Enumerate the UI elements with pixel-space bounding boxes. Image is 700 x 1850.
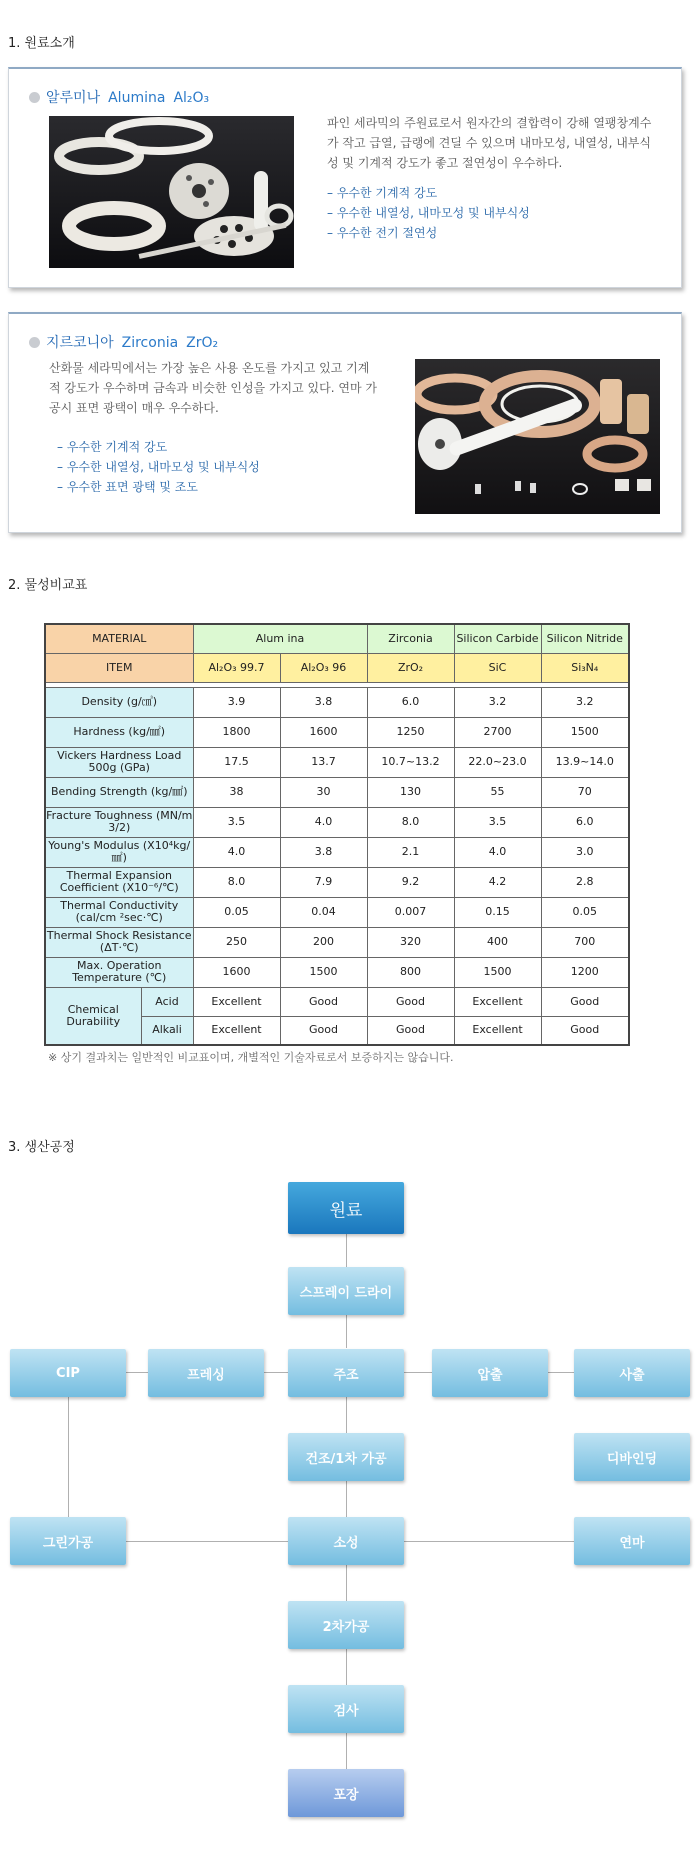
flow-step-extrusion: 압출: [432, 1349, 548, 1397]
flow-step-spray-dry: 스프레이 드라이: [288, 1267, 404, 1315]
grade-header: Si₃N₄: [541, 653, 629, 682]
flow-connector: [548, 1372, 574, 1373]
grade-header: ZrO₂: [367, 653, 454, 682]
alumina-name-ko: 알루미나: [46, 90, 101, 106]
flow-connector: [346, 1397, 347, 1433]
table-cell: 13.7: [280, 747, 367, 777]
table-cell: 3.5: [193, 807, 280, 837]
zirconia-products-image: [415, 359, 660, 514]
table-row: [45, 957, 629, 987]
table-cell: 800: [367, 957, 454, 987]
table-cell: Good: [541, 1016, 629, 1045]
table-cell: 10.7~13.2: [367, 747, 454, 777]
item-label: ITEM: [45, 653, 193, 682]
table-row: [45, 837, 629, 867]
table-cell: 1600: [280, 717, 367, 747]
table-cell: 7.9: [280, 867, 367, 897]
property-label: Hardness (kg/㎟): [45, 717, 193, 747]
zirconia-feature: – 우수한 표면 광택 및 조도: [57, 480, 198, 494]
alumina-feature: – 우수한 내열성, 내마모성 및 내부식성: [327, 206, 530, 220]
table-row: [45, 747, 629, 777]
table-cell: Excellent: [193, 987, 280, 1016]
flow-connector: [404, 1372, 432, 1373]
flow-step-drying: 건조/1차 가공: [288, 1433, 404, 1481]
table-cell: 3.9: [193, 687, 280, 717]
zirconia-features: [57, 437, 260, 497]
table-cell: 8.0: [193, 867, 280, 897]
flow-connector: [346, 1315, 347, 1348]
table-cell: Excellent: [454, 1016, 541, 1045]
acid-label: Acid: [141, 987, 193, 1016]
alumina-feature: – 우수한 기계적 강도: [327, 186, 438, 200]
table-footnote: ※ 상기 결과치는 일반적인 비교표이며, 개별적인 기술자료로서 보증하지는 않습니다.: [48, 1051, 454, 1064]
grade-header: SiC: [454, 653, 541, 682]
table-cell: 22.0~23.0: [454, 747, 541, 777]
table-cell: 4.0: [280, 807, 367, 837]
flow-step-cip: CIP: [10, 1349, 126, 1397]
table-cell: 6.0: [367, 687, 454, 717]
alumina-title: [29, 87, 209, 107]
table-cell: Good: [280, 987, 367, 1016]
flow-step-casting: 주조: [288, 1349, 404, 1397]
flow-connector: [346, 1481, 347, 1517]
flow-step-packaging: 포장: [288, 1769, 404, 1817]
table-cell: Good: [541, 987, 629, 1016]
flow-connector: [264, 1372, 288, 1373]
alumina-photo: [49, 116, 294, 268]
table-row: [45, 987, 629, 1016]
table-cell: 130: [367, 777, 454, 807]
table-cell: 4.0: [193, 837, 280, 867]
table-cell: 3.0: [541, 837, 629, 867]
alumina-description: 파인 세라믹의 주원료로서 원자간의 결합력이 강해 열팽창계수가 작고 급열, 급랭에 견딜 수 있으며 내마모성, 내열성, 내부식성 및 기계적 강도가 좋고 절연성이 우수하다.: [327, 116, 652, 170]
table-row: [45, 687, 629, 717]
table-cell: 1500: [541, 717, 629, 747]
item-header-row: [45, 653, 629, 682]
table-cell: 200: [280, 927, 367, 957]
table-cell: 3.8: [280, 837, 367, 867]
table-cell: 8.0: [367, 807, 454, 837]
table-cell: 2.8: [541, 867, 629, 897]
flow-step-sintering: 소성: [288, 1517, 404, 1565]
table-row: [45, 897, 629, 927]
table-cell: Excellent: [454, 987, 541, 1016]
material-header: Silicon Nitride: [541, 624, 629, 653]
table-cell: 9.2: [367, 867, 454, 897]
table-cell: 0.05: [541, 897, 629, 927]
alumina-products-image: [49, 116, 294, 268]
section-heading-properties: 2. 물성비교표: [8, 578, 88, 593]
table-cell: 0.04: [280, 897, 367, 927]
alumina-formula: Al₂O₃: [173, 90, 210, 106]
zirconia-description: 산화물 세라믹에서는 가장 높은 사용 온도를 가지고 있고 기계적 강도가 우수하며 금속과 비슷한 인성을 가지고 있다. 연마 가공시 표면 광택이 매우 우수하다.: [49, 361, 377, 415]
table-cell: 1250: [367, 717, 454, 747]
flow-connector: [126, 1372, 148, 1373]
property-label: Vickers Hardness Load 500g (GPa): [45, 747, 193, 777]
zirconia-name-ko: 지르코니아: [46, 335, 114, 351]
grade-header: Al₂O₃ 96: [280, 653, 367, 682]
table-cell: 70: [541, 777, 629, 807]
flow-step-raw: 원료: [288, 1182, 404, 1234]
alumina-feature: – 우수한 전기 절연성: [327, 226, 438, 240]
table-cell: 17.5: [193, 747, 280, 777]
flow-connector: [346, 1733, 347, 1769]
zirconia-feature: – 우수한 기계적 강도: [57, 440, 168, 454]
section-heading-materials: 1. 원료소개: [8, 36, 75, 51]
flow-connector: [126, 1541, 288, 1542]
table-cell: 4.2: [454, 867, 541, 897]
table-cell: 320: [367, 927, 454, 957]
property-label: Thermal Conductivity (cal/cm ²sec·℃): [45, 897, 193, 927]
table-cell: 250: [193, 927, 280, 957]
table-cell: 55: [454, 777, 541, 807]
alumina-features: [327, 183, 530, 243]
flow-connector: [346, 1234, 347, 1267]
flow-step-grinding: 연마: [574, 1517, 690, 1565]
table-cell: 3.2: [454, 687, 541, 717]
bullet-icon: [29, 92, 40, 103]
table-cell: Excellent: [193, 1016, 280, 1045]
table-cell: 1500: [454, 957, 541, 987]
zirconia-title: [29, 332, 218, 352]
material-header: Alum ina: [193, 624, 367, 653]
flow-step-debinding: 디바인딩: [574, 1433, 690, 1481]
table-cell: 4.0: [454, 837, 541, 867]
table-row: [45, 867, 629, 897]
material-header-row: [45, 624, 629, 653]
table-cell: 13.9~14.0: [541, 747, 629, 777]
properties-table: [44, 623, 630, 1046]
table-cell: Good: [367, 987, 454, 1016]
flow-connector: [346, 1565, 347, 1601]
table-cell: Good: [367, 1016, 454, 1045]
property-label: Fracture Toughness (MN/m 3/2): [45, 807, 193, 837]
table-cell: 700: [541, 927, 629, 957]
table-cell: 1600: [193, 957, 280, 987]
table-cell: 0.15: [454, 897, 541, 927]
zirconia-feature: – 우수한 내열성, 내마모성 및 내부식성: [57, 460, 260, 474]
table-row: [45, 717, 629, 747]
table-cell: 2.1: [367, 837, 454, 867]
table-cell: Good: [280, 1016, 367, 1045]
flow-connector: [404, 1541, 574, 1542]
alumina-name-en: Alumina: [108, 90, 166, 106]
table-cell: 0.05: [193, 897, 280, 927]
flow-connector: [346, 1649, 347, 1685]
alumina-card: [8, 67, 682, 288]
table-cell: 400: [454, 927, 541, 957]
chemical-durability-label: Chemical Durability: [45, 987, 141, 1045]
table-row: [45, 777, 629, 807]
table-cell: 6.0: [541, 807, 629, 837]
flow-step-green-machining: 그린가공: [10, 1517, 126, 1565]
property-label: Young's Modulus (X10⁴kg/㎟): [45, 837, 193, 867]
grade-header: Al₂O₃ 99.7: [193, 653, 280, 682]
table-cell: 3.5: [454, 807, 541, 837]
table-cell: 30: [280, 777, 367, 807]
section-heading-process: 3. 생산공정: [8, 1140, 75, 1155]
zirconia-card: [8, 312, 682, 533]
zirconia-formula: ZrO₂: [186, 335, 219, 351]
table-cell: 1200: [541, 957, 629, 987]
table-cell: 1800: [193, 717, 280, 747]
table-cell: 38: [193, 777, 280, 807]
table-cell: 0.007: [367, 897, 454, 927]
flow-connector: [68, 1397, 69, 1517]
flow-step-injection: 사출: [574, 1349, 690, 1397]
bullet-icon: [29, 337, 40, 348]
table-cell: 1500: [280, 957, 367, 987]
zirconia-photo: [415, 359, 660, 514]
property-label: Thermal Shock Resistance (ΔT·℃): [45, 927, 193, 957]
property-label: Thermal Expansion Coefficient (X10⁻⁶/℃): [45, 867, 193, 897]
property-label: Density (g/㎤): [45, 687, 193, 717]
flow-step-pressing: 프레싱: [148, 1349, 264, 1397]
material-label: MATERIAL: [45, 624, 193, 653]
flow-step-inspection: 검사: [288, 1685, 404, 1733]
flow-step-secondary-machining: 2차가공: [288, 1601, 404, 1649]
table-cell: 3.8: [280, 687, 367, 717]
property-label: Max. Operation Temperature (℃): [45, 957, 193, 987]
material-header: Silicon Carbide: [454, 624, 541, 653]
alkali-label: Alkali: [141, 1016, 193, 1045]
material-header: Zirconia: [367, 624, 454, 653]
table-cell: 2700: [454, 717, 541, 747]
table-row: [45, 927, 629, 957]
property-label: Bending Strength (kg/㎟): [45, 777, 193, 807]
zirconia-name-en: Zirconia: [121, 335, 179, 351]
table-row: [45, 807, 629, 837]
table-cell: 3.2: [541, 687, 629, 717]
property-rows: [45, 687, 629, 987]
